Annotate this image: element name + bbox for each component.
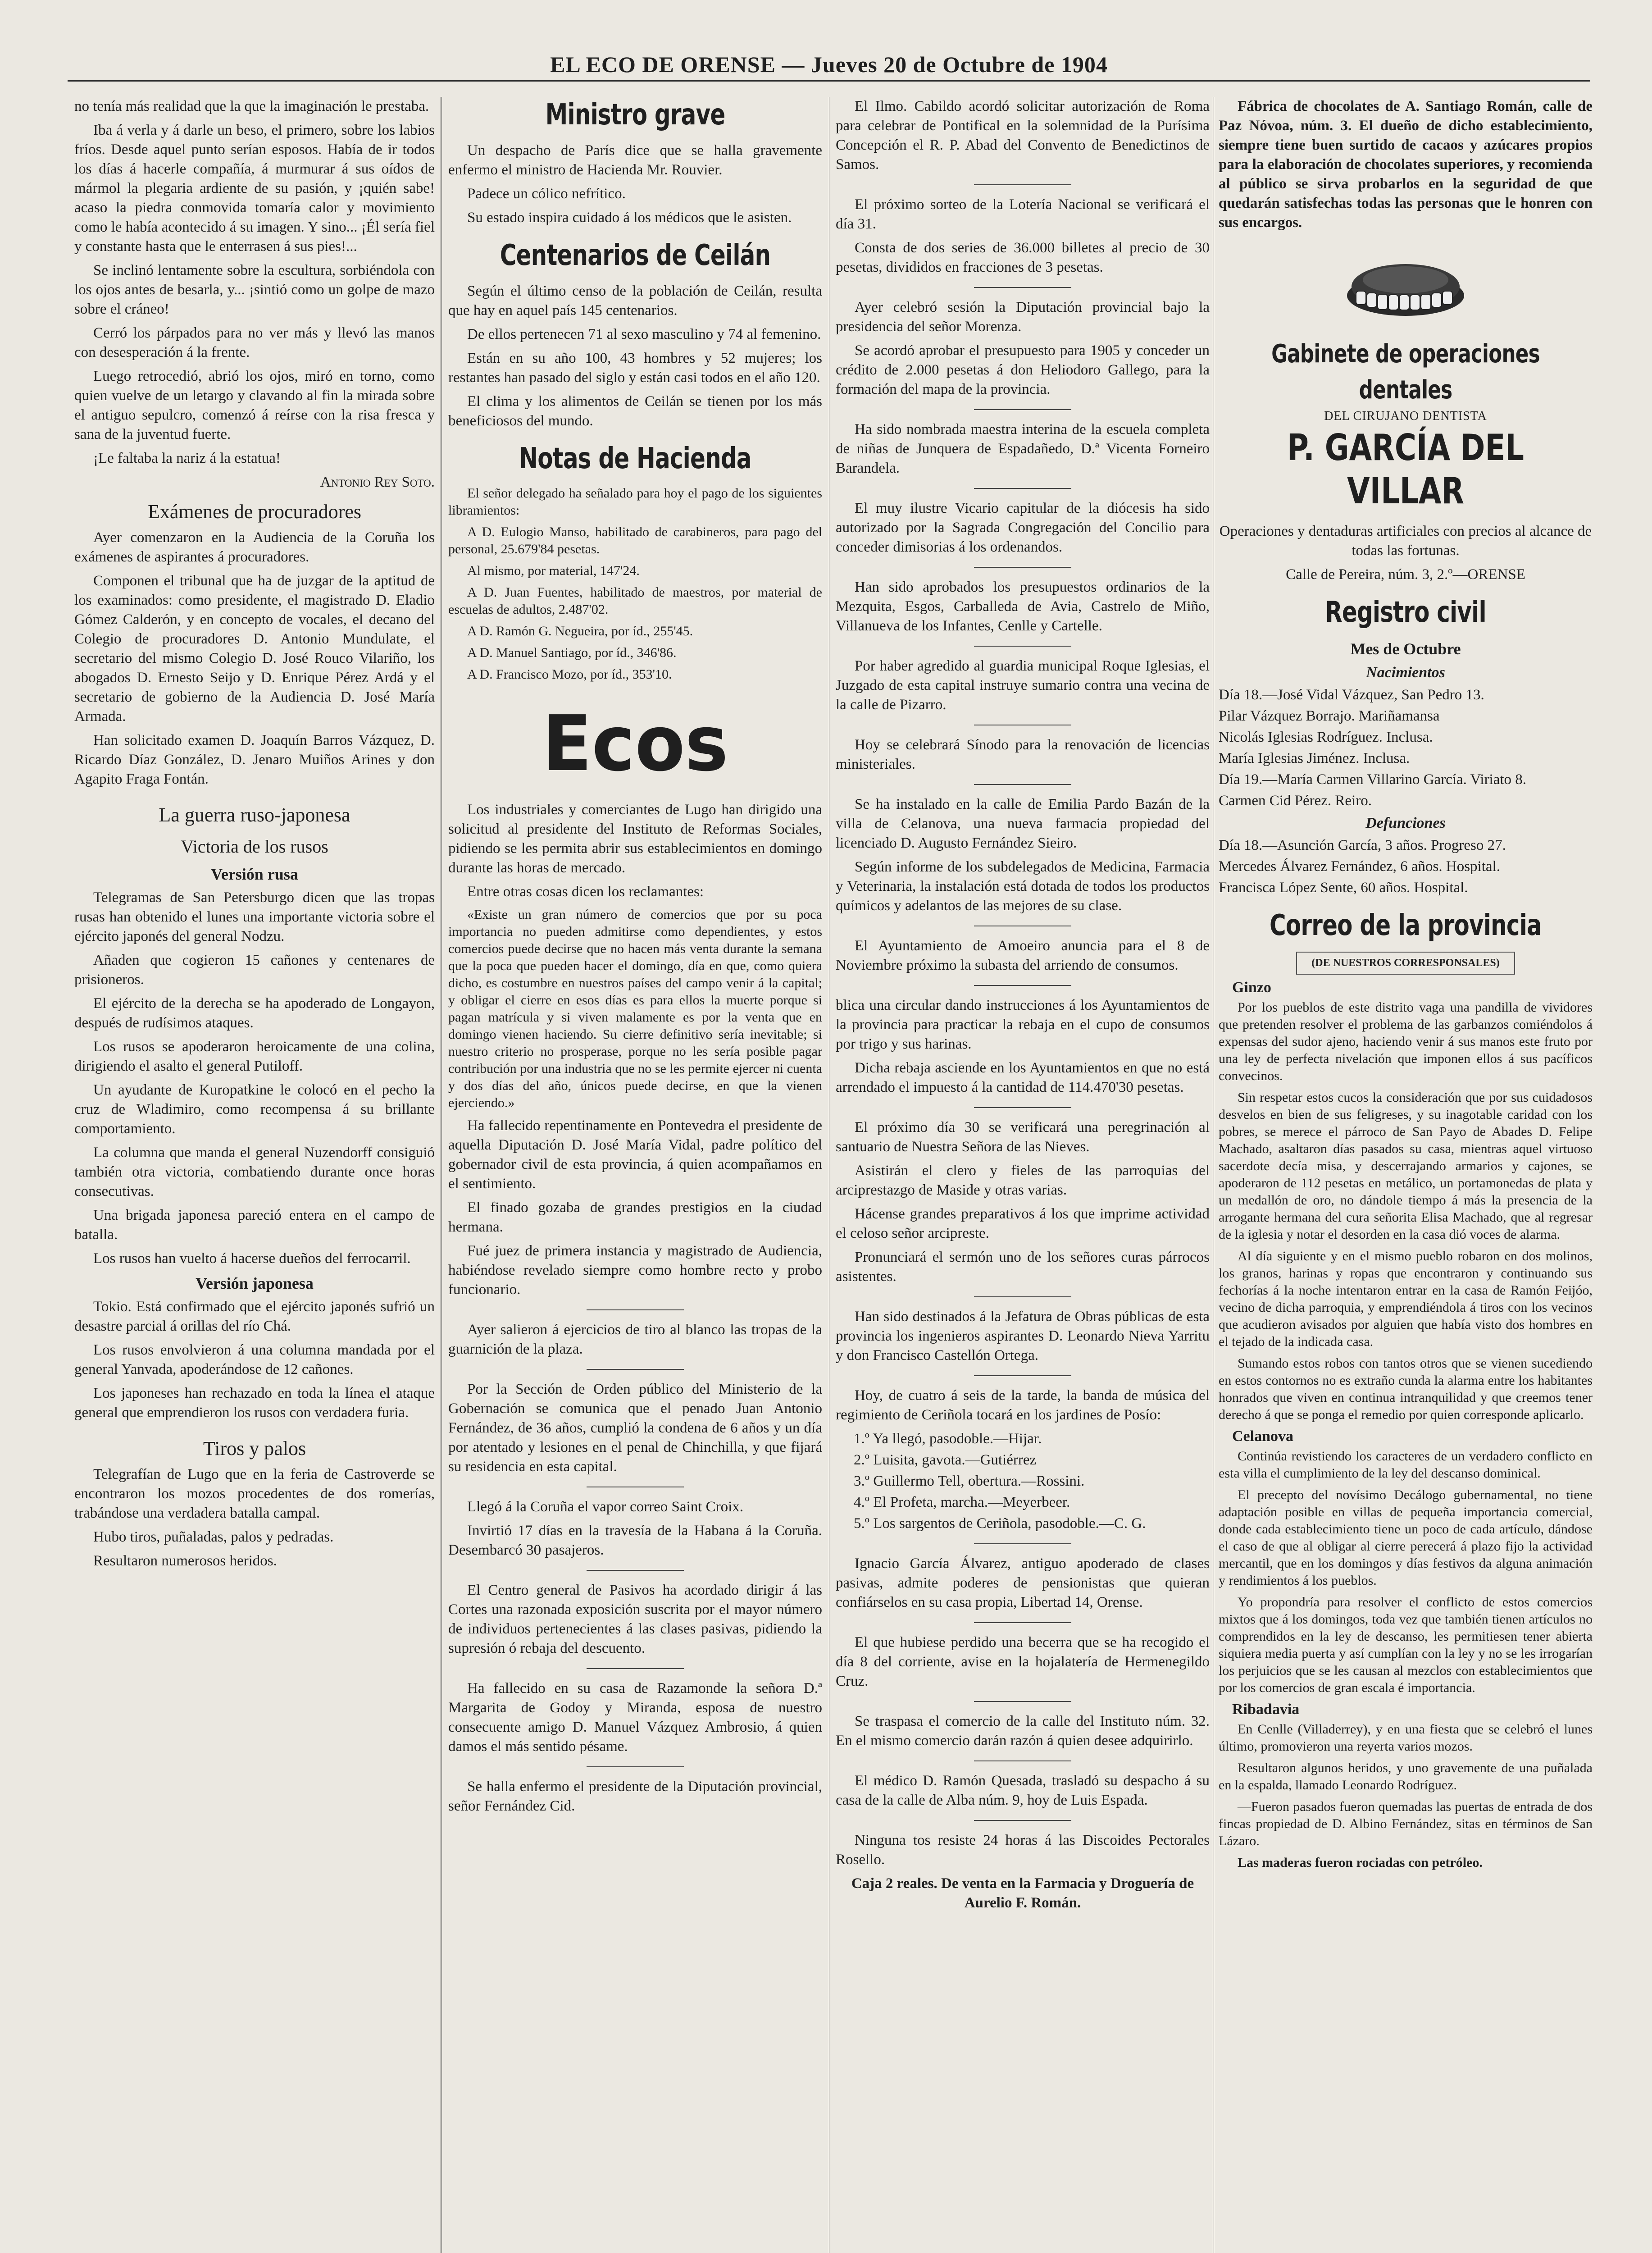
article-paragraph: Hoy, de cuatro á seis de la tarde, la banda de música del regimiento de Ceriñola tocará en los jardines de Posío: [836, 1387, 1210, 1423]
article-paragraph: Una brigada japonesa pareció entera en el campo de batalla. [74, 1207, 435, 1243]
section-rule [587, 1369, 684, 1370]
article-paragraph: Su estado inspira cuidado á los médicos que le asisten. [467, 210, 792, 226]
article-paragraph: El que hubiese perdido una becerra que se ha recogido el día 8 del corriente, avise en la hojalatería de Hermenegildo Cruz. [836, 1634, 1210, 1689]
article-paragraph: Al día siguiente y en el mismo pueblo robaron en dos molinos, los granos, harinas y ropas que encontraron y continuando sus fechorías á la noche intentaron entrar en la casa de Ramón Feijóo, vecino de dicha parroquia, y emprendiéndola á tiros con los vecinos que acudieron avisados por alguien que había visto dos hombres en el tejado de la indicada casa. [1219, 1249, 1593, 1349]
story-continuation: no tenía más realidad que la que la imaginación le prestaba. [74, 98, 429, 114]
article-paragraph: Han sido destinados á la Jefatura de Obras públicas de esta provincia los ingenieros aspirantes D. Leonardo Nieva Yarritu y don Francisco Castellón Ortega. [836, 1309, 1210, 1364]
section-rule [974, 488, 1071, 489]
article-paragraph: El clima y los alimentos de Ceilán se tienen por los más beneficiosos del mundo. [448, 393, 822, 429]
headline-guerra: La guerra ruso-japonesa [159, 804, 350, 826]
story-paragraph: Luego retrocedió, abrió los ojos, miró en torno, como quien vuelve de un letargo y clavando al fin la mirada sobre el antiguo sepulcro, comenzó á reírse con la risa fresca y sana de la juventud fuerte. [74, 368, 435, 442]
article-paragraph: El señor delegado ha señalado para hoy el pago de los siguientes libramientos: [448, 486, 822, 518]
section-rule [974, 1543, 1071, 1544]
article-paragraph: Telegramas de San Petersburgo dicen que las tropas rusas han obtenido el lunes una importante victoria sobre el ejército japonés del general Nodzu. [74, 889, 435, 944]
registro-entry: Día 18.—José Vidal Vázquez, San Pedro 13. [1219, 687, 1484, 703]
section-rule [974, 1820, 1071, 1821]
article-paragraph: Añaden que cogieron 15 cañones y centenares de prisioneros. [74, 952, 435, 988]
article-paragraph: El Centro general de Pasivos ha acordado dirigir á las Cortes una razonada exposición suscrita por el mayor número de individuos pertenecientes á las clases pasivas, pidiendo la supresión ó rebaja del descuento. [448, 1582, 822, 1656]
headline-gabinete: Gabinete de operaciones dentales [1271, 339, 1540, 405]
article-paragraph: Ninguna tos resiste 24 horas á las Discoides Pectorales Rosello. [836, 1832, 1210, 1868]
article-paragraph: Hoy se celebrará Sínodo para la renovación de licencias ministeriales. [836, 737, 1210, 772]
story-paragraph: Se inclinó lentamente sobre la escultura, sorbiéndola con los ojos antes de besarla, y... ¡sintió como un golpe de mazo sobre el cráneo! [74, 262, 435, 317]
advert-address: Calle de Pereira, núm. 3, 2.º—ORENSE [1286, 566, 1525, 583]
article-paragraph: Yo propondría para resolver el conflicto de estos comercios mixtos que á los domingos, toda vez que también tienen artículos no comprendidos en la ley de descanso, les permitiesen tener abierta siquiera media puerta y así cumplían con la ley y no se les irrogarían los perjuicios que se les causan al mezclos con establecimientos que por los comercios de gran escala é importancia. [1219, 1595, 1593, 1695]
article-paragraph: Ignacio García Álvarez, antiguo apoderado de clases pasivas, admite poderes de pensionistas que quieran confiárselos en su casa propia, Libertad 14, Orense. [836, 1555, 1210, 1610]
article-paragraph: Continúa revistiendo los caracteres de un verdadero conflicto en esta villa el cumplimiento de la ley del descanso dominical. [1219, 1449, 1593, 1481]
article-paragraph: Resultaron numerosos heridos. [93, 1553, 277, 1569]
article-paragraph: El precepto del novísimo Decálogo gubernamental, no tiene adaptación posible en villas de pequeña importancia comercial, donde cada establecimiento tiene un poco de cada artículo, dándose el caso de que al obligar al cierre perecerá á plazo fijo la actividad mercantil, que en los domingos y días festivos da alguna animación y rendimientos á los pueblos. [1219, 1487, 1593, 1588]
registro-entry: Mercedes Álvarez Fernández, 6 años. Hospital. [1219, 858, 1500, 875]
article-paragraph: Por la Sección de Orden público del Ministerio de la Gobernación se comunica que el penado Juan Antonio Fernández, de 36 años, cumplió la condena de 6 años y un día por atentado y lesiones en el penal de Chinchilla, y que fijará su residencia en esta capital. [448, 1381, 822, 1475]
dentures-icon [1338, 246, 1473, 323]
program-item: 3.º Guillermo Tell, obertura.—Rossini. [854, 1473, 1085, 1489]
article-paragraph: El Ayuntamiento de Amoeiro anuncia para el 8 de Noviembre próximo la subasta del arriendo de consumos. [836, 938, 1210, 973]
article-paragraph: En Cenlle (Villaderrey), y en una fiesta que se celebró el lunes último, promovieron una reyerta varios mozos. [1219, 1722, 1593, 1754]
article-paragraph: A D. Eulogio Manso, habilitado de carabineros, para pago del personal, 25.679'84 pesetas. [448, 524, 822, 556]
article-paragraph: Invirtió 17 días en la travesía de la Habana á la Coruña. Desembarcó 30 pasajeros. [448, 1523, 822, 1558]
section-rule [974, 1760, 1071, 1761]
headline-ministro: Ministro grave [545, 98, 725, 132]
section-rule [974, 1701, 1071, 1702]
section-rule [974, 646, 1071, 647]
headline-ceilan: Centenarios de Ceilán [500, 239, 771, 272]
registro-entry: Pilar Vázquez Borrajo. Mariñamansa [1219, 708, 1440, 724]
masthead-line: EL ECO DE ORENSE — Jueves 20 de Octubre de 1904 [550, 52, 1108, 77]
place-celanova: Celanova [1232, 1428, 1293, 1445]
article-paragraph: Las maderas fueron rociadas con petróleo. [1238, 1855, 1483, 1870]
headline-tiros: Tiros y palos [203, 1437, 306, 1459]
program-item: 5.º Los sargentos de Ceriñola, pasodoble.—C. G. [854, 1515, 1146, 1532]
article-paragraph: Fué juez de primera instancia y magistrado de Audiencia, habiéndose revelado siempre como hombre recto y probo funcionario. [448, 1243, 822, 1298]
page-header [68, 49, 1590, 82]
registro-entry: Día 18.—Asunción García, 3 años. Progreso 27. [1219, 837, 1506, 853]
article-paragraph: Tokio. Está confirmado que el ejército japonés sufrió un desastre parcial á orillas del río Chá. [74, 1299, 435, 1334]
article-paragraph: La columna que manda el general Nuzendorff consiguió también otra victoria, combatiendo durante once horas consecutivas. [74, 1145, 435, 1199]
article-paragraph: Resultaron algunos heridos, y uno gravemente de una puñalada en la espalda, llamado Leonardo Rodríguez. [1219, 1760, 1593, 1792]
article-paragraph: Han sido aprobados los presupuestos ordinarios de la Mezquita, Esgos, Carballeda de Avia, Castrelo de Miño, Villanueva de los Infantes, Cenlle y Cartelle. [836, 579, 1210, 634]
section-rule [974, 1375, 1071, 1376]
advert-chocolates: Fábrica de chocolates de A. Santiago Román, calle de Paz Nóvoa, núm. 3. El dueño de dicho establecimiento, siempre tiene buen surtido de cacaos y azúcares propios para la elaboración de chocolates superiores, y recomienda al público se sirva probarlos en la seguridad de que quedarán satisfechas todas las personas que le honren con sus encargos. [1219, 98, 1593, 231]
section-version-japonesa: Versión japonesa [196, 1274, 314, 1292]
program-item: 2.º Luisita, gavota.—Gutiérrez [854, 1452, 1037, 1468]
story-signature: Antonio Rey Soto. [320, 474, 435, 490]
article-paragraph: De ellos pertenecen 71 al sexo masculino y 74 al femenino. [467, 326, 821, 342]
article-paragraph: Llegó á la Coruña el vapor correo Saint Croix. [467, 1499, 744, 1515]
article-paragraph: Componen el tribunal que ha de juzgar de la aptitud de los examinados: como presidente, el magistrado D. Eladio Gómez Calderón, y en concepto de vocales, el decano del Colegio de procuradores D. Antonio Mundulate, el secretario del mismo Colegio D. José Rouco Vilariño, los abogados D. Ernesto Seijo y D. Enrique Pérez Ardá y el secretario de gobierno de la Audiencia D. José María Armada. [74, 573, 435, 725]
section-rule [974, 1296, 1071, 1297]
column-3 [836, 97, 1210, 2253]
section-rule [974, 184, 1071, 185]
advert-drogueria: Caja 2 reales. De venta en la Farmacia y Droguería de Aurelio F. Román. [851, 1875, 1194, 1911]
article-paragraph: El médico D. Ramón Quesada, trasladó su despacho á su casa de la calle de Alba núm. 9, hoy de Luis Espada. [836, 1773, 1210, 1808]
article-paragraph: Según el último censo de la población de Ceilán, resulta que hay en aquel país 145 centenarios. [448, 283, 822, 319]
registro-nacimientos: Nacimientos [1366, 664, 1445, 681]
headline-registro: Registro civil [1325, 596, 1486, 629]
article-paragraph: Ayer salieron á ejercicios de tiro al blanco las tropas de la guarnición de la plaza. [448, 1322, 822, 1357]
registro-entry: Nicolás Iglesias Rodríguez. Inclusa. [1219, 729, 1433, 745]
article-paragraph: Dicha rebaja asciende en los Ayuntamientos en que no está arrendado el impuesto á la cantidad de 114.470'30 pesetas. [836, 1060, 1210, 1095]
article-paragraph: El ejército de la derecha se ha apoderado de Longayon, después de rudísimos ataques. [74, 995, 435, 1031]
article-paragraph: Han solicitado examen D. Joaquín Barros Vázquez, D. Ricardo Díaz González, D. Jenaro Muiños Arines y don Agapito Fraga Fontán. [74, 732, 435, 787]
article-paragraph: Ayer comenzaron en la Audiencia de la Coruña los exámenes de aspirantes á procuradores. [74, 529, 435, 565]
subheadline-victoria: Victoria de los rusos [181, 836, 328, 857]
article-paragraph: Por los pueblos de este distrito vaga una pandilla de vividores que pretenden resolver el problema de las garbanzos comiéndolos á expensas del sudor ajeno, haciendo venir á sus manos este fruto por una ley de perfecta nivelación que imponen ellos á sus pacíficos convecinos. [1219, 1000, 1593, 1083]
section-rule [974, 287, 1071, 288]
section-rule [974, 1107, 1071, 1108]
registro-entry: Día 19.—María Carmen Villarino García. Viriato 8. [1219, 771, 1527, 788]
place-ginzo: Ginzo [1232, 979, 1271, 996]
headline-hacienda: Notas de Hacienda [519, 442, 751, 475]
article-paragraph: Ayer celebró sesión la Diputación provincial bajo la presidencia del señor Morenza. [836, 299, 1210, 335]
article-paragraph: Ha sido nombrada maestra interina de la escuela completa de niñas de Junquera de Espadañedo, D.ª Vicenta Forneiro Barandela. [836, 421, 1210, 476]
article-paragraph: Se acordó aprobar el presupuesto para 1905 y conceder un crédito de 2.000 pesetas á don Heliodoro Gallego, para la formación del mapa de la provincia. [836, 342, 1210, 397]
article-paragraph: Sumando estos robos con tantos otros que se vienen sucediendo en estos contornos no es extraño cunda la alarma entre los habitantes honrados que viven en continua intranquilidad y que creemos tener derecho á que se ponga el remedio por quien corresponde aplicarlo. [1219, 1356, 1593, 1422]
article-paragraph: A D. Ramón G. Negueira, por íd., 255'45. [467, 624, 693, 639]
article-paragraph: El finado gozaba de grandes prestigios en la ciudad hermana. [448, 1199, 822, 1235]
section-rule [587, 1668, 684, 1669]
article-paragraph: A D. Manuel Santiago, por íd., 346'86. [467, 645, 677, 660]
section-rule [974, 1622, 1071, 1623]
section-rule [974, 409, 1071, 410]
program-item: 4.º El Profeta, marcha.—Meyerbeer. [854, 1494, 1070, 1510]
advert-subtitle: DEL CIRUJANO DENTISTA [1324, 409, 1487, 423]
column-divider [829, 97, 830, 2253]
article-paragraph: Ha fallecido en su casa de Razamonde la señora D.ª Margarita de Godoy y Miranda, esposa de nuestro consecuente amigo D. Manuel Vázquez Ambrosio, á quien damos el más sentido pésame. [448, 1680, 822, 1755]
article-paragraph: Los rusos se apoderaron heroicamente de una colina, dirigiendo el asalto el general Putiloff. [74, 1039, 435, 1074]
story-paragraph: ¡Le faltaba la nariz á la estatua! [93, 450, 281, 466]
headline-correo: Correo de la provincia [1270, 909, 1542, 942]
section-rule [587, 1309, 684, 1310]
article-quote: «Existe un gran número de comercios que por su poca importancia no pueden admitirse como dependientes, y estos comercios puede decirse que no hacen más venta durante la semana que la poca que pueden hacer el domingo, día en que, como quiera dicho, es costumbre en nuestros países del campo venir á la capital; y obligar el cierre en esos días es para ellos la muerte porque si pagan matrícula y si viven malamente es por la venta que en domingo vienen haciendo. Su cierre definitivo sería inevitable; si nuestro criterio no prosperase, porque no les sería posible pagar contribución por una industria que no se les permite ejercer ni cuenta y dos días del año, únicos puede decirse, en que la vienen ejerciendo.» [448, 907, 822, 1110]
section-rule [974, 567, 1071, 568]
article-paragraph: El próximo día 30 se verificará una peregrinación al santuario de Nuestra Señora de las Nieves. [836, 1119, 1210, 1155]
registro-entry: María Iglesias Jiménez. Inclusa. [1219, 750, 1410, 766]
article-paragraph: Sin respetar estos cucos la consideración que por sus cuidadosos desvelos en bien de sus feligreses, y su inagotable caridad con los pobres, se merece el párroco de San Payo de Abades D. Felipe Machado, asaltaron días pasados su casa, mientras aquel virtuoso sacerdote decía misa, y descerrajando armarios y cajones, se apoderaron de 112 pesetas en metálico, un portamonedas de plata y un medallón de oro, no dándole tiempo á más la presencia de la arrogante hermana del cura señorita Elisa Machado, que al regresar de la iglesia y notar el desorden en la casa dió voces de alarma. [1219, 1090, 1593, 1242]
article-paragraph: Un ayudante de Kuropatkine le colocó en el pecho la cruz de Wladimiro, como recompensa á su brillante comportamiento. [74, 1082, 435, 1137]
article-paragraph: Los rusos envolvieron á una columna mandada por el general Yanvada, apoderándose de 12 cañones. [74, 1342, 435, 1377]
article-paragraph: Están en su año 100, 43 hombres y 52 mujeres; los restantes han pasado del siglo y están casi todos en el año 120. [448, 350, 822, 386]
article-paragraph: —Fueron pasados fueron quemadas las puertas de entrada de dos fincas propiedad de D. Albino Fernández, sitas en términos de San Lázaro. [1219, 1799, 1593, 1848]
article-paragraph: El Ilmo. Cabildo acordó solicitar autorización de Roma para celebrar de Pontifical en la solemnidad de la Purísima Concepción el R. P. Abad del Convento de Benedictinos de Samos. [836, 98, 1210, 173]
headline-ecos: Ecos [542, 699, 728, 789]
section-rule [974, 784, 1071, 785]
section-rule [587, 1766, 684, 1767]
correo-subtitle: (DE NUESTROS CORRESPONSALES) [1296, 952, 1515, 975]
section-rule [974, 985, 1071, 986]
article-paragraph: Los japoneses han rechazado en toda la línea el ataque general que emprendieron los rusos con verdadera furia. [74, 1385, 435, 1421]
article-paragraph: Según informe de los subdelegados de Medicina, Farmacia y Veterinaria, la instalación está dotada de todos los productos químicos y adelantos de las mejores de su clase. [836, 859, 1210, 914]
article-paragraph: El próximo sorteo de la Lotería Nacional se verificará el día 31. [836, 196, 1210, 232]
article-paragraph: Pronunciará el sermón uno de los señores curas párrocos asistentes. [836, 1249, 1210, 1285]
article-paragraph: blica una circular dando instrucciones á los Ayuntamientos de la provincia para practicar la rebaja en el cupo de consumos por trigo y sus harinas. [836, 997, 1210, 1052]
article-paragraph: Padece un cólico nefrítico. [467, 186, 626, 202]
registro-entry: Francisca López Sente, 60 años. Hospital. [1219, 880, 1468, 896]
article-paragraph: Los industriales y comerciantes de Lugo han dirigido una solicitud al presidente del Instituto de Reformas Sociales, pidiendo se les permita abrir sus establecimientos en domingo durante las horas de mercado. [448, 802, 822, 876]
article-paragraph: A D. Francisco Mozo, por íd., 353'10. [467, 667, 672, 682]
article-paragraph: Hácense grandes preparativos á los que imprime actividad el celoso señor arcipreste. [836, 1206, 1210, 1241]
article-paragraph: Hubo tiros, puñaladas, palos y pedradas. [93, 1529, 334, 1545]
advert-text: Operaciones y dentaduras artificiales con precios al alcance de todas las fortunas. [1219, 523, 1592, 559]
article-paragraph: Se traspasa el comercio de la calle del Instituto núm. 32. En el mismo comercio darán razón á quien desee adquirirlo. [836, 1713, 1210, 1749]
program-item: 1.º Ya llegó, pasodoble.—Hijar. [854, 1431, 1042, 1447]
section-version-rusa: Versión rusa [211, 865, 298, 883]
article-paragraph: A D. Juan Fuentes, habilitado de maestros, por material de escuelas de adultos, 2.487'02. [448, 585, 822, 617]
registro-entry: Carmen Cid Pérez. Reiro. [1219, 793, 1372, 809]
article-paragraph: Ha fallecido repentinamente en Pontevedra el presidente de aquella Diputación D. José María Vidal, padre político del gobernador civil de esta provincia, á quien acompañamos en el sentimiento. [448, 1117, 822, 1192]
column-2 [448, 97, 822, 2253]
registro-month: Mes de Octubre [1350, 640, 1461, 658]
column-divider [441, 97, 442, 2253]
article-paragraph: Se ha instalado en la calle de Emilia Pardo Bazán de la villa de Celanova, una nueva farmacia propiedad del licenciado D. Augusto Fernández Sieiro. [836, 796, 1210, 851]
headline-procuradores: Exámenes de procuradores [147, 501, 361, 523]
story-paragraph: Cerró los párpados para no ver más y llevó las manos con desesperación á la frente. [74, 325, 435, 360]
advert-dentist-name: P. GARCÍA DEL VILLAR [1287, 427, 1525, 512]
article-paragraph: Consta de dos series de 36.000 billetes al precio de 30 pesetas, divididos en fracciones de 3 pesetas. [836, 240, 1210, 275]
article-paragraph: Los rusos han vuelto á hacerse dueños del ferrocarril. [93, 1250, 411, 1267]
article-paragraph: Al mismo, por material, 147'24. [467, 563, 640, 578]
article-paragraph: Asistirán el clero y fieles de las parroquias del arciprestazgo de Maside y otras varias. [836, 1163, 1210, 1198]
column-divider [1213, 97, 1214, 2253]
article-paragraph: Se halla enfermo el presidente de la Diputación provincial, señor Fernández Cid. [448, 1779, 822, 1814]
column-1 [74, 97, 435, 2253]
section-rule [587, 1570, 684, 1571]
article-paragraph: Telegrafían de Lugo que en la feria de Castroverde se encontraron los mozos procedentes de dos romerías, trabándose una verdadera batalla campal. [74, 1466, 435, 1521]
article-paragraph: Entre otras cosas dicen los reclamantes: [467, 884, 704, 900]
article-paragraph: Un despacho de París dice que se halla gravemente enfermo el ministro de Hacienda Mr. Rouvier. [448, 142, 822, 178]
registro-defunciones: Defunciones [1365, 815, 1446, 831]
place-ribadavia: Ribadavia [1232, 1701, 1300, 1718]
article-paragraph: El muy ilustre Vicario capitular de la diócesis ha sido autorizado por la Sagrada Congregación del Concilio para conceder dimisorias á los ordenandos. [836, 500, 1210, 555]
article-paragraph: Por haber agredido al guardia municipal Roque Iglesias, el Juzgado de esta capital instruye sumario contra una vecina de la calle de Pizarro. [836, 658, 1210, 713]
column-4 [1219, 97, 1593, 2253]
story-paragraph: Iba á verla y á darle un beso, el primero, sobre los labios fríos. Desde aquel punto serían esposos. Había de ir todos los días á hacerle compañía, á murmurar á sus oídos de mármol la plegaria ardiente de su pasión, y ¡quién sabe! acaso la piedra conmovida tomaría calor y movimiento como le había acontecido á su imagen. Y sino... ¡Él sería fiel y constante hasta que le enterrasen á sus pies!... [74, 122, 435, 255]
